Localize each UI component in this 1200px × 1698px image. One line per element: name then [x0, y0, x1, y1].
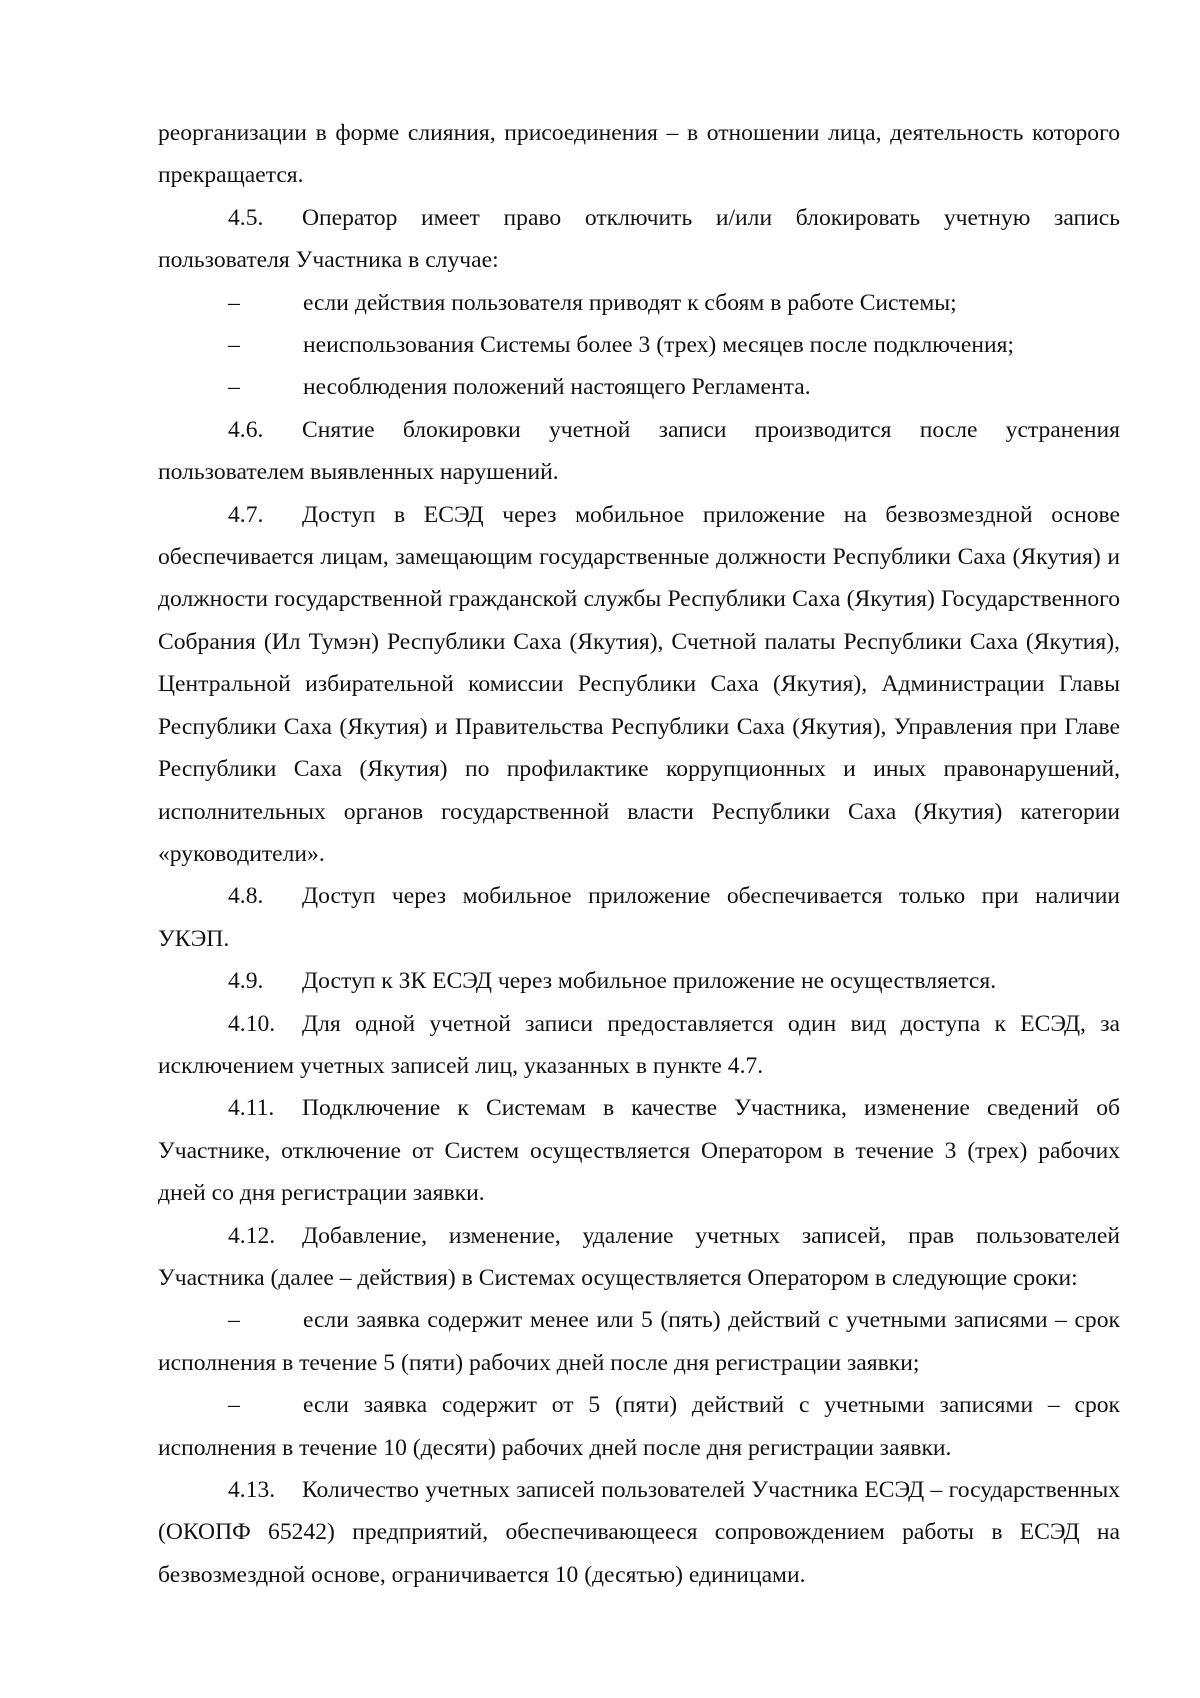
clause-4-7	[158, 494, 1120, 876]
dash-marker: –	[228, 289, 240, 316]
clause-text: Доступ в ЕСЭД через мобильное приложение на безвозмездной основе обеспечивается лицам, замещающим государственные должности Республики Саха (Якутия) и должности государственной гражданской службы Республики Саха (Якутия) Государственного Собрания (Ил Тумэн) Республики Саха (Якутия), Счетной палаты Республики Саха (Якутия), Центральной избирательной комиссии Республики Саха (Якутия), Администрации Главы Республики Саха (Якутия) и Правительства Республики Саха (Якутия), Управления при Главе Республики Саха (Якутия) по профилактике коррупционных и иных правонарушений, исполнительных органов государственной власти Республики Саха (Якутия) категории «руководители».	[158, 501, 1120, 867]
clause-4-10	[158, 1003, 1120, 1088]
list-item-text: несоблюдения положений настоящего Регламента.	[303, 374, 811, 401]
list-item	[158, 282, 1120, 324]
clause-4-8	[158, 875, 1120, 960]
paragraph-text: реорганизации в форме слияния, присоединения – в отношении лица, деятельность которого прекращается.	[158, 120, 1120, 189]
dash-marker: –	[228, 1392, 240, 1419]
dash-marker: –	[228, 332, 240, 359]
clause-4-6	[158, 409, 1120, 494]
clause-text: Для одной учетной записи предоставляется один вид доступа к ЕСЭД, за исключением учетных записей лиц, указанных в пункте 4.7.	[158, 1010, 1120, 1079]
list-item-text: если действия пользователя приводят к сбоям в работе Системы;	[303, 289, 957, 316]
list-item	[158, 324, 1120, 366]
dash-marker: –	[228, 374, 240, 401]
clause-text: Снятие блокировки учетной записи производится после устранения пользователем выявленных нарушений.	[158, 416, 1120, 486]
clause-number: 4.13.	[228, 1477, 276, 1503]
clause-4-9	[158, 960, 1120, 1002]
document-body	[158, 112, 1120, 1596]
clause-number: 4.12.	[228, 1222, 276, 1249]
list-item-text: неиспользования Системы более 3 (трех) месяцев после подключения;	[303, 332, 1014, 359]
clause-number: 4.6.	[228, 416, 264, 443]
list-item-text: если заявка содержит менее или 5 (пять) действий с учетными записями – срок исполнения в течение 5 (пяти) рабочих дней после дня регистрации заявки;	[158, 1307, 1120, 1376]
clause-text: Оператор имеет право отключить и/или блокировать учетную запись пользователя Участника в случае:	[158, 204, 1120, 274]
clause-4-11	[158, 1087, 1120, 1214]
dash-marker: –	[228, 1307, 240, 1334]
paragraph-continuation	[158, 112, 1120, 197]
list-item-text: если заявка содержит от 5 (пяти) действий с учетными записями – срок исполнения в течение 10 (десяти) рабочих дней после дня регистрации заявки.	[158, 1392, 1120, 1461]
clause-text: Доступ к ЗК ЕСЭД через мобильное приложение не осуществляется.	[302, 968, 997, 995]
clause-4-12	[158, 1215, 1120, 1300]
list-item	[158, 1384, 1120, 1469]
clause-number: 4.7.	[228, 501, 264, 528]
list-item	[158, 366, 1120, 408]
clause-number: 4.11.	[228, 1095, 275, 1122]
clause-number: 4.5.	[228, 204, 264, 231]
clause-4-5	[158, 197, 1120, 282]
clause-number: 4.9.	[228, 968, 264, 995]
list-item	[158, 1299, 1120, 1384]
clause-text: Подключение к Системам в качестве Участника, изменение сведений об Участнике, отключение от Систем осуществляется Оператором в течение 3 (трех) рабочих дней со дня регистрации заявки.	[158, 1095, 1120, 1207]
clause-text: Количество учетных записей пользователей Участника ЕСЭД – государственных (ОКОПФ 65242) предприятий, обеспечивающееся сопровождением работы в ЕСЭД на безвозмездной основе, ограничивается 10 (десятью) единицами.	[158, 1477, 1120, 1588]
clause-text: Добавление, изменение, удаление учетных записей, прав пользователей Участника (далее – действия) в Системах осуществляется Оператором в следующие сроки:	[158, 1222, 1120, 1291]
clause-text: Доступ через мобильное приложение обеспечивается только при наличии УКЭП.	[158, 883, 1120, 952]
clause-number: 4.8.	[228, 883, 264, 910]
clause-number: 4.10.	[228, 1010, 276, 1037]
clause-4-13	[158, 1469, 1120, 1596]
